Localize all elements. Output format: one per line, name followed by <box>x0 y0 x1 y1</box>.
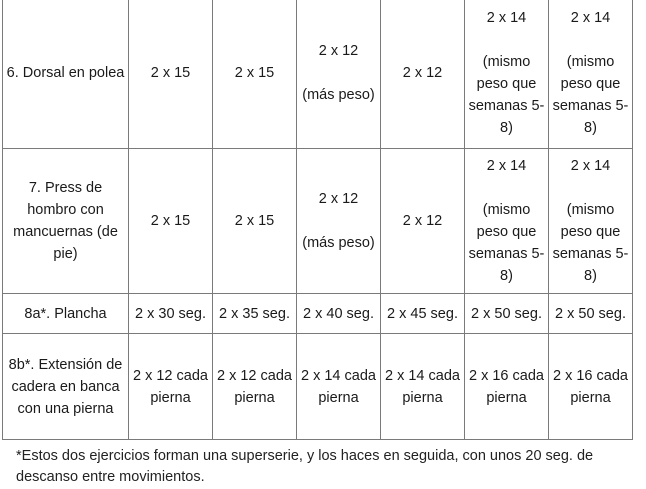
week-cell: 2 x 12 <box>381 0 465 149</box>
week-cell: 2 x 12 (más peso) <box>297 0 381 149</box>
week-cell: 2 x 12 cada pierna <box>129 334 213 440</box>
exercise-cell: 7. Press de hombro con mancuernas (de pie) <box>3 149 129 294</box>
week-cell: 2 x 50 seg. <box>465 294 549 334</box>
week-cell: 2 x 16 cada pierna <box>549 334 633 440</box>
week-cell: 2 x 14 (mismo peso que semanas 5-8) <box>465 149 549 294</box>
week-cell: 2 x 40 seg. <box>297 294 381 334</box>
exercise-cell: 8a*. Plancha <box>3 294 129 334</box>
week-cell: 2 x 14 (mismo peso que semanas 5-8) <box>465 0 549 149</box>
week-cell: 2 x 12 (más peso) <box>297 149 381 294</box>
week-cell: 2 x 14 (mismo peso que semanas 5-8) <box>549 149 633 294</box>
week-cell: 2 x 14 (mismo peso que semanas 5-8) <box>549 0 633 149</box>
workout-table <box>2 0 633 440</box>
week-cell: 2 x 30 seg. <box>129 294 213 334</box>
table-row-extension-cadera <box>3 334 633 440</box>
table-row-press-hombro <box>3 149 633 294</box>
week-cell: 2 x 14 cada pierna <box>381 334 465 440</box>
week-cell: 2 x 14 cada pierna <box>297 334 381 440</box>
exercise-cell: 6. Dorsal en polea <box>3 0 129 149</box>
week-cell: 2 x 16 cada pierna <box>465 334 549 440</box>
table-row-plancha <box>3 294 633 334</box>
footnote: *Estos dos ejercicios forman una superserie, y los haces en seguida, con unos 20 seg. de descanso entre movimientos. <box>16 448 594 485</box>
week-cell: 2 x 12 cada pierna <box>213 334 297 440</box>
week-cell: 2 x 50 seg. <box>549 294 633 334</box>
week-cell: 2 x 15 <box>129 0 213 149</box>
workout-table-container <box>2 0 633 440</box>
table-row-dorsal <box>3 0 633 149</box>
exercise-cell: 8b*. Extensión de cadera en banca con una pierna <box>3 334 129 440</box>
week-cell: 2 x 12 <box>381 149 465 294</box>
week-cell: 2 x 15 <box>213 0 297 149</box>
week-cell: 2 x 45 seg. <box>381 294 465 334</box>
week-cell: 2 x 15 <box>213 149 297 294</box>
week-cell: 2 x 15 <box>129 149 213 294</box>
week-cell: 2 x 35 seg. <box>213 294 297 334</box>
